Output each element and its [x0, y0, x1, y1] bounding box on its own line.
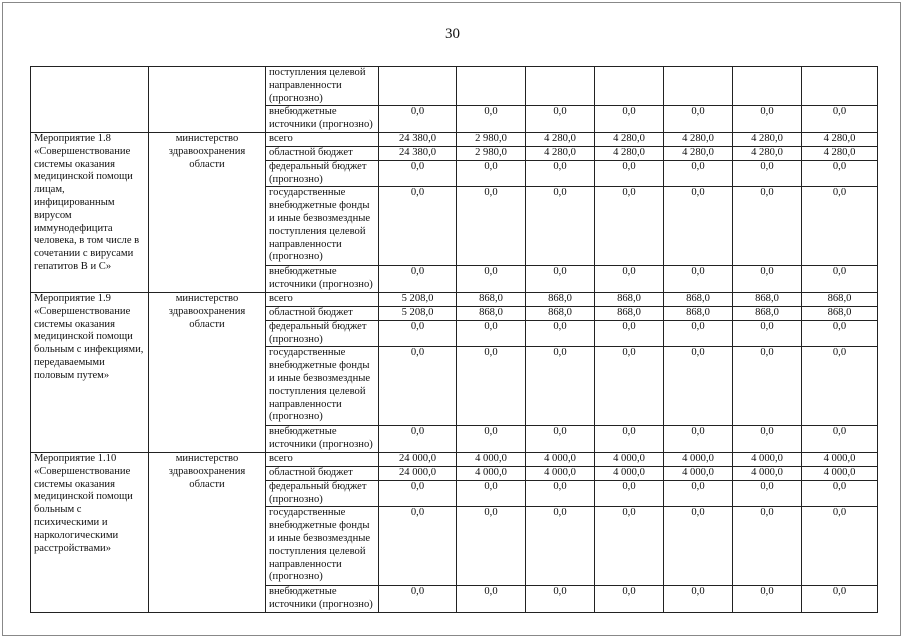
value-cell: 0,0	[802, 160, 878, 187]
value-cell: 0,0	[457, 187, 526, 266]
value-cell: 0,0	[595, 347, 664, 426]
value-cell: 0,0	[595, 426, 664, 453]
value-cell: 0,0	[379, 426, 457, 453]
value-cell: 868,0	[457, 292, 526, 306]
value-cell: 0,0	[379, 266, 457, 293]
value-cell: 4 000,0	[733, 466, 802, 480]
value-cell: 4 000,0	[457, 452, 526, 466]
source-label: федеральный бюджет (прогнозно)	[266, 160, 379, 187]
value-cell	[595, 67, 664, 106]
value-cell: 4 280,0	[595, 132, 664, 146]
value-cell: 5 208,0	[379, 292, 457, 306]
value-cell: 0,0	[733, 266, 802, 293]
value-cell: 4 280,0	[733, 132, 802, 146]
value-cell: 24 380,0	[379, 146, 457, 160]
value-cell	[733, 67, 802, 106]
source-label: областной бюджет	[266, 146, 379, 160]
value-cell: 24 000,0	[379, 452, 457, 466]
value-cell: 4 280,0	[664, 132, 733, 146]
value-cell: 0,0	[379, 347, 457, 426]
value-cell: 0,0	[526, 266, 595, 293]
source-label: областной бюджет	[266, 306, 379, 320]
value-cell: 868,0	[802, 306, 878, 320]
value-cell: 4 280,0	[526, 132, 595, 146]
value-cell: 4 280,0	[595, 146, 664, 160]
value-cell: 0,0	[595, 586, 664, 613]
value-cell: 868,0	[595, 292, 664, 306]
funding-table	[30, 66, 878, 613]
value-cell: 4 000,0	[595, 452, 664, 466]
value-cell: 0,0	[733, 160, 802, 187]
value-cell: 0,0	[733, 347, 802, 426]
value-cell: 868,0	[733, 292, 802, 306]
value-cell: 0,0	[664, 426, 733, 453]
source-label: всего	[266, 132, 379, 146]
value-cell: 868,0	[733, 306, 802, 320]
value-cell: 0,0	[802, 586, 878, 613]
source-label: внебюджетные источники (прогнозно)	[266, 426, 379, 453]
value-cell: 0,0	[379, 480, 457, 507]
value-cell: 4 280,0	[664, 146, 733, 160]
value-cell: 0,0	[733, 106, 802, 133]
value-cell: 0,0	[526, 160, 595, 187]
value-cell: 0,0	[664, 320, 733, 347]
value-cell: 0,0	[457, 507, 526, 586]
value-cell: 868,0	[526, 306, 595, 320]
source-label: государственные внебюджетные фонды и иные безвозмездные поступления целевой направленности (прогнозно)	[266, 347, 379, 426]
value-cell: 0,0	[595, 266, 664, 293]
value-cell: 0,0	[664, 187, 733, 266]
value-cell: 4 000,0	[802, 466, 878, 480]
value-cell: 0,0	[457, 106, 526, 133]
value-cell: 0,0	[733, 480, 802, 507]
value-cell: 0,0	[457, 266, 526, 293]
value-cell: 0,0	[595, 320, 664, 347]
table-row	[31, 132, 878, 146]
value-cell: 0,0	[733, 586, 802, 613]
page-number: 30	[445, 26, 460, 42]
value-cell: 0,0	[733, 507, 802, 586]
table-row	[31, 67, 878, 106]
event-name: Мероприятие 1.10 «Совершенствование системы оказания медицинской помощи больным с психическими и наркологическими расстройствами»	[31, 452, 149, 612]
value-cell: 0,0	[664, 586, 733, 613]
value-cell: 0,0	[802, 347, 878, 426]
value-cell: 0,0	[457, 320, 526, 347]
value-cell: 0,0	[526, 480, 595, 507]
source-label: федеральный бюджет (прогнозно)	[266, 480, 379, 507]
event-name: Мероприятие 1.9 «Совершенствование системы оказания медицинской помощи больным с инфекциями, передаваемыми половым путем»	[31, 292, 149, 452]
value-cell: 0,0	[664, 160, 733, 187]
value-cell: 4 000,0	[457, 466, 526, 480]
value-cell: 0,0	[379, 160, 457, 187]
source-label: внебюджетные источники (прогнозно)	[266, 106, 379, 133]
value-cell: 0,0	[802, 480, 878, 507]
value-cell: 0,0	[526, 320, 595, 347]
value-cell	[457, 67, 526, 106]
value-cell	[526, 67, 595, 106]
value-cell: 868,0	[595, 306, 664, 320]
value-cell: 0,0	[664, 106, 733, 133]
value-cell: 0,0	[526, 187, 595, 266]
value-cell: 0,0	[595, 480, 664, 507]
value-cell: 4 280,0	[802, 146, 878, 160]
source-label: государственные внебюджетные фонды и иные безвозмездные поступления целевой направленности (прогнозно)	[266, 187, 379, 266]
value-cell: 0,0	[733, 320, 802, 347]
value-cell: 4 000,0	[664, 452, 733, 466]
value-cell: 0,0	[802, 320, 878, 347]
value-cell: 5 208,0	[379, 306, 457, 320]
value-cell: 0,0	[379, 106, 457, 133]
table-row	[31, 292, 878, 306]
value-cell: 4 000,0	[526, 466, 595, 480]
event-name: Мероприятие 1.8 «Совершенствование системы оказания медицинской помощи лицам, инфицированным вирусом иммунодефицита человека, в том числе в сочетании с вирусами гепатитов В и С»	[31, 132, 149, 292]
executor-cell	[149, 67, 266, 133]
source-label: федеральный бюджет (прогнозно)	[266, 320, 379, 347]
value-cell: 2 980,0	[457, 146, 526, 160]
value-cell: 4 000,0	[802, 452, 878, 466]
value-cell: 0,0	[733, 426, 802, 453]
value-cell: 0,0	[664, 507, 733, 586]
value-cell: 0,0	[595, 187, 664, 266]
value-cell	[802, 67, 878, 106]
value-cell: 4 000,0	[526, 452, 595, 466]
value-cell: 0,0	[379, 320, 457, 347]
value-cell: 0,0	[457, 160, 526, 187]
value-cell: 0,0	[595, 106, 664, 133]
value-cell: 0,0	[664, 266, 733, 293]
value-cell: 0,0	[595, 507, 664, 586]
event-cell	[31, 67, 149, 133]
value-cell: 0,0	[526, 106, 595, 133]
value-cell: 0,0	[664, 347, 733, 426]
value-cell: 0,0	[664, 480, 733, 507]
value-cell: 868,0	[802, 292, 878, 306]
value-cell: 24 380,0	[379, 132, 457, 146]
value-cell: 0,0	[526, 586, 595, 613]
value-cell: 0,0	[802, 187, 878, 266]
value-cell: 0,0	[457, 480, 526, 507]
value-cell: 0,0	[595, 160, 664, 187]
value-cell: 0,0	[526, 347, 595, 426]
value-cell: 4 000,0	[664, 466, 733, 480]
value-cell: 4 280,0	[526, 146, 595, 160]
value-cell: 0,0	[379, 586, 457, 613]
value-cell: 2 980,0	[457, 132, 526, 146]
value-cell: 0,0	[457, 347, 526, 426]
executor: министерство здравоохранения области	[149, 292, 266, 452]
value-cell: 0,0	[379, 187, 457, 266]
value-cell	[379, 67, 457, 106]
value-cell: 0,0	[802, 507, 878, 586]
value-cell: 4 280,0	[802, 132, 878, 146]
value-cell: 4 280,0	[733, 146, 802, 160]
value-cell: 868,0	[664, 306, 733, 320]
value-cell: 0,0	[379, 507, 457, 586]
source-label: государственные внебюджетные фонды и иные безвозмездные поступления целевой направленности (прогнозно)	[266, 507, 379, 586]
value-cell: 0,0	[457, 426, 526, 453]
value-cell: 868,0	[457, 306, 526, 320]
source-label: внебюджетные источники (прогнозно)	[266, 266, 379, 293]
value-cell: 0,0	[802, 266, 878, 293]
executor: министерство здравоохранения области	[149, 132, 266, 292]
source-label: внебюджетные источники (прогнозно)	[266, 586, 379, 613]
value-cell: 0,0	[802, 106, 878, 133]
executor: министерство здравоохранения области	[149, 452, 266, 612]
value-cell: 24 000,0	[379, 466, 457, 480]
value-cell: 0,0	[526, 507, 595, 586]
source-label: всего	[266, 292, 379, 306]
value-cell: 0,0	[457, 586, 526, 613]
value-cell: 868,0	[664, 292, 733, 306]
source-label: поступления целевой направленности (прогнозно)	[266, 67, 379, 106]
value-cell: 0,0	[733, 187, 802, 266]
value-cell	[664, 67, 733, 106]
value-cell: 868,0	[526, 292, 595, 306]
value-cell: 0,0	[802, 426, 878, 453]
value-cell: 4 000,0	[733, 452, 802, 466]
source-label: всего	[266, 452, 379, 466]
source-label: областной бюджет	[266, 466, 379, 480]
table-row	[31, 452, 878, 466]
value-cell: 4 000,0	[595, 466, 664, 480]
value-cell: 0,0	[526, 426, 595, 453]
